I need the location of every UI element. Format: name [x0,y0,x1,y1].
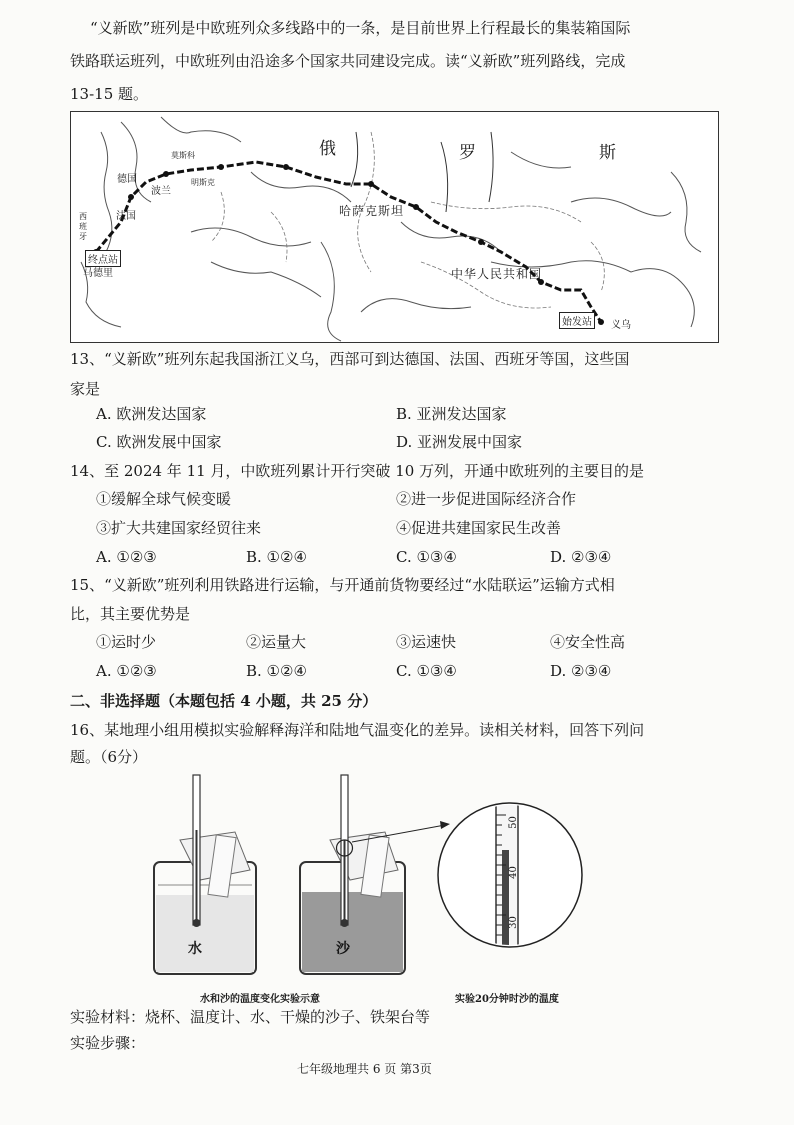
q14-option-c: C. ①③④ [396,548,457,566]
q15-option-a: A. ①②③ [96,662,157,680]
gauge-50: 50 [507,816,519,829]
label-germany: 德国 [117,174,137,185]
label-end-station: 终点站 [85,250,121,267]
page-footer: 七年级地理共 6 页 第3页 [297,1062,432,1076]
q13-option-b: B. 亚洲发达国家 [396,405,507,423]
q15-stem-1: 15、“义新欧”班列利用铁路进行运输，与开通前货物要经过“水陆联运”运输方式相 [70,576,615,594]
label-russia-2: 罗 [459,143,478,163]
q15-item-4: ④安全性高 [550,633,626,651]
steps-line: 实验步骤： [70,1034,146,1052]
q16-stem-2: 题。（6分） [70,748,148,766]
q14-option-a: A. ①②③ [96,548,157,566]
label-russia-1: 俄 [319,139,338,159]
materials-line: 实验材料：烧杯、温度计、水、干燥的沙子、铁架台等 [70,1008,431,1026]
sand-beaker [300,775,405,974]
q15-item-2: ②运量大 [246,633,307,651]
caption-left: 水和沙的温度变化实验示意 [200,994,320,1005]
q14-option-b: B. ①②④ [246,548,307,566]
label-yiwu: 义乌 [611,320,631,331]
label-france: 法国 [116,211,136,222]
q14-item-2: ②进一步促进国际经济合作 [396,490,577,508]
water-label: 水 [188,941,202,957]
label-russia-3: 斯 [599,143,618,163]
q15-item-3: ③运速快 [396,633,457,651]
q13-stem-1: 13、“义新欧”班列东起我国浙江义乌，西部可到达德国、法国、西班牙等国，这些国 [70,350,630,368]
label-china: 中华人民共和国 [451,267,543,281]
sand-label: 沙 [336,941,350,957]
q13-option-a: A. 欧洲发达国家 [96,405,207,423]
label-spain-1: 西 [79,212,87,221]
intro-line-3: 13-15 题。 [70,85,149,103]
q15-option-c: C. ①③④ [396,662,457,680]
label-small-2: 明斯克 [191,178,215,187]
q14-item-4: ④促进共建国家民生改善 [396,519,562,537]
q13-option-c: C. 欧洲发展中国家 [96,433,222,451]
caption-right: 实验20分钟时沙的温度 [455,994,559,1005]
experiment-figure [140,770,600,995]
water-beaker [154,775,256,974]
label-kazakhstan: 哈萨克斯坦 [339,204,405,218]
q14-stem: 14、至 2024 年 11 月，中欧班列累计开行突破 10 万列，开通中欧班列的主要目的是 [70,462,645,480]
q14-item-1: ①缓解全球气候变暖 [96,490,232,508]
label-spain-2: 班 [79,222,87,231]
q15-item-1: ①运时少 [96,633,157,651]
label-poland: 波兰 [151,186,171,197]
q15-option-b: B. ①②④ [246,662,307,680]
q13-stem-2: 家是 [70,380,101,398]
q15-option-d: D. ②③④ [550,662,612,680]
q16-stem-1: 16、某地理小组用模拟实验解释海洋和陆地气温变化的差异。读相关材料，回答下列问 [70,721,645,739]
intro-line-1: “义新欧”班列是中欧班列众多线路中的一条，是目前世界上行程最长的集装箱国际 [90,19,631,37]
q15-stem-2: 比，其主要优势是 [70,605,191,623]
q13-option-d: D. 亚洲发展中国家 [396,433,523,451]
route-map [70,111,719,343]
intro-line-2: 铁路联运班列，中欧班列由沿途多个国家共同建设完成。读“义新欧”班列路线，完成 [70,52,626,70]
gauge-30: 30 [507,916,519,929]
q14-option-d: D. ②③④ [550,548,612,566]
label-small-1: 莫斯科 [171,151,195,160]
label-start-station: 始发站 [559,312,595,329]
label-madrid: 马德里 [83,268,113,279]
map-drawing [71,112,718,342]
q14-item-3: ③扩大共建国家经贸往来 [96,519,262,537]
section-2-heading: 二、非选择题（本题包括 4 小题，共 25 分） [70,692,378,710]
label-spain-3: 牙 [79,232,87,241]
gauge-40: 40 [507,866,519,879]
